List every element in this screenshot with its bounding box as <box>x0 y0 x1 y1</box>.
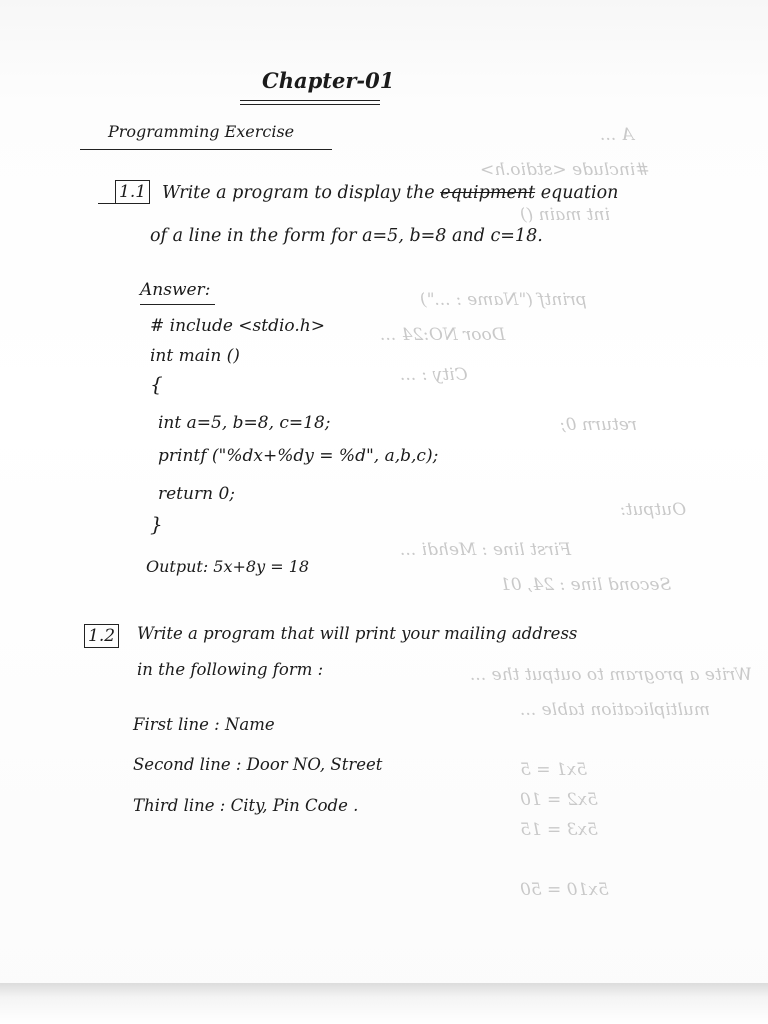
exercise-1-2-line-1: Write a program that will print your mailing address <box>137 624 578 643</box>
address-line-3: Third line : City, Pin Code . <box>133 796 359 815</box>
answer-label: Answer: <box>140 280 211 300</box>
section-title-underline <box>80 149 332 150</box>
output-line: Output: 5x+8y = 18 <box>146 557 310 576</box>
code-line: printf ("%dx+%dy = %d", a,b,c); <box>158 446 439 466</box>
exercise-1-1-line-1-start: Write a program to display the <box>162 183 435 203</box>
code-line: int a=5, b=8, c=18; <box>158 413 331 433</box>
code-line: { <box>150 372 163 396</box>
code-line: # include <stdio.h> <box>150 316 325 336</box>
address-line-1: First line : Name <box>133 715 275 734</box>
chapter-title-underline-2 <box>240 104 380 105</box>
code-line: } <box>150 512 163 536</box>
chapter-title: Chapter-01 <box>262 68 395 93</box>
answer-label-underline <box>140 304 215 305</box>
chapter-title-underline <box>240 100 380 101</box>
page-bottom-shadow <box>0 983 768 1024</box>
exercise-1-1-lead-line <box>98 203 116 204</box>
exercise-number-1-2: 1.2 <box>84 624 119 648</box>
address-line-2: Second line : Door NO, Street <box>133 755 383 774</box>
code-line: return 0; <box>158 484 235 504</box>
exercise-1-1-line-1 <box>162 183 618 203</box>
exercise-number-1-1: 1.1 <box>115 180 150 204</box>
section-title: Programming Exercise <box>108 122 295 141</box>
exercise-1-1-line-2: of a line in the form for a=5, b=8 and c=18. <box>150 226 543 246</box>
code-line: int main () <box>150 346 240 366</box>
exercise-1-1-line-1-end: equation <box>540 183 619 203</box>
exercise-1-2-line-2: in the following form : <box>137 660 324 679</box>
exercise-1-1-struck-word: equipment <box>440 183 536 203</box>
